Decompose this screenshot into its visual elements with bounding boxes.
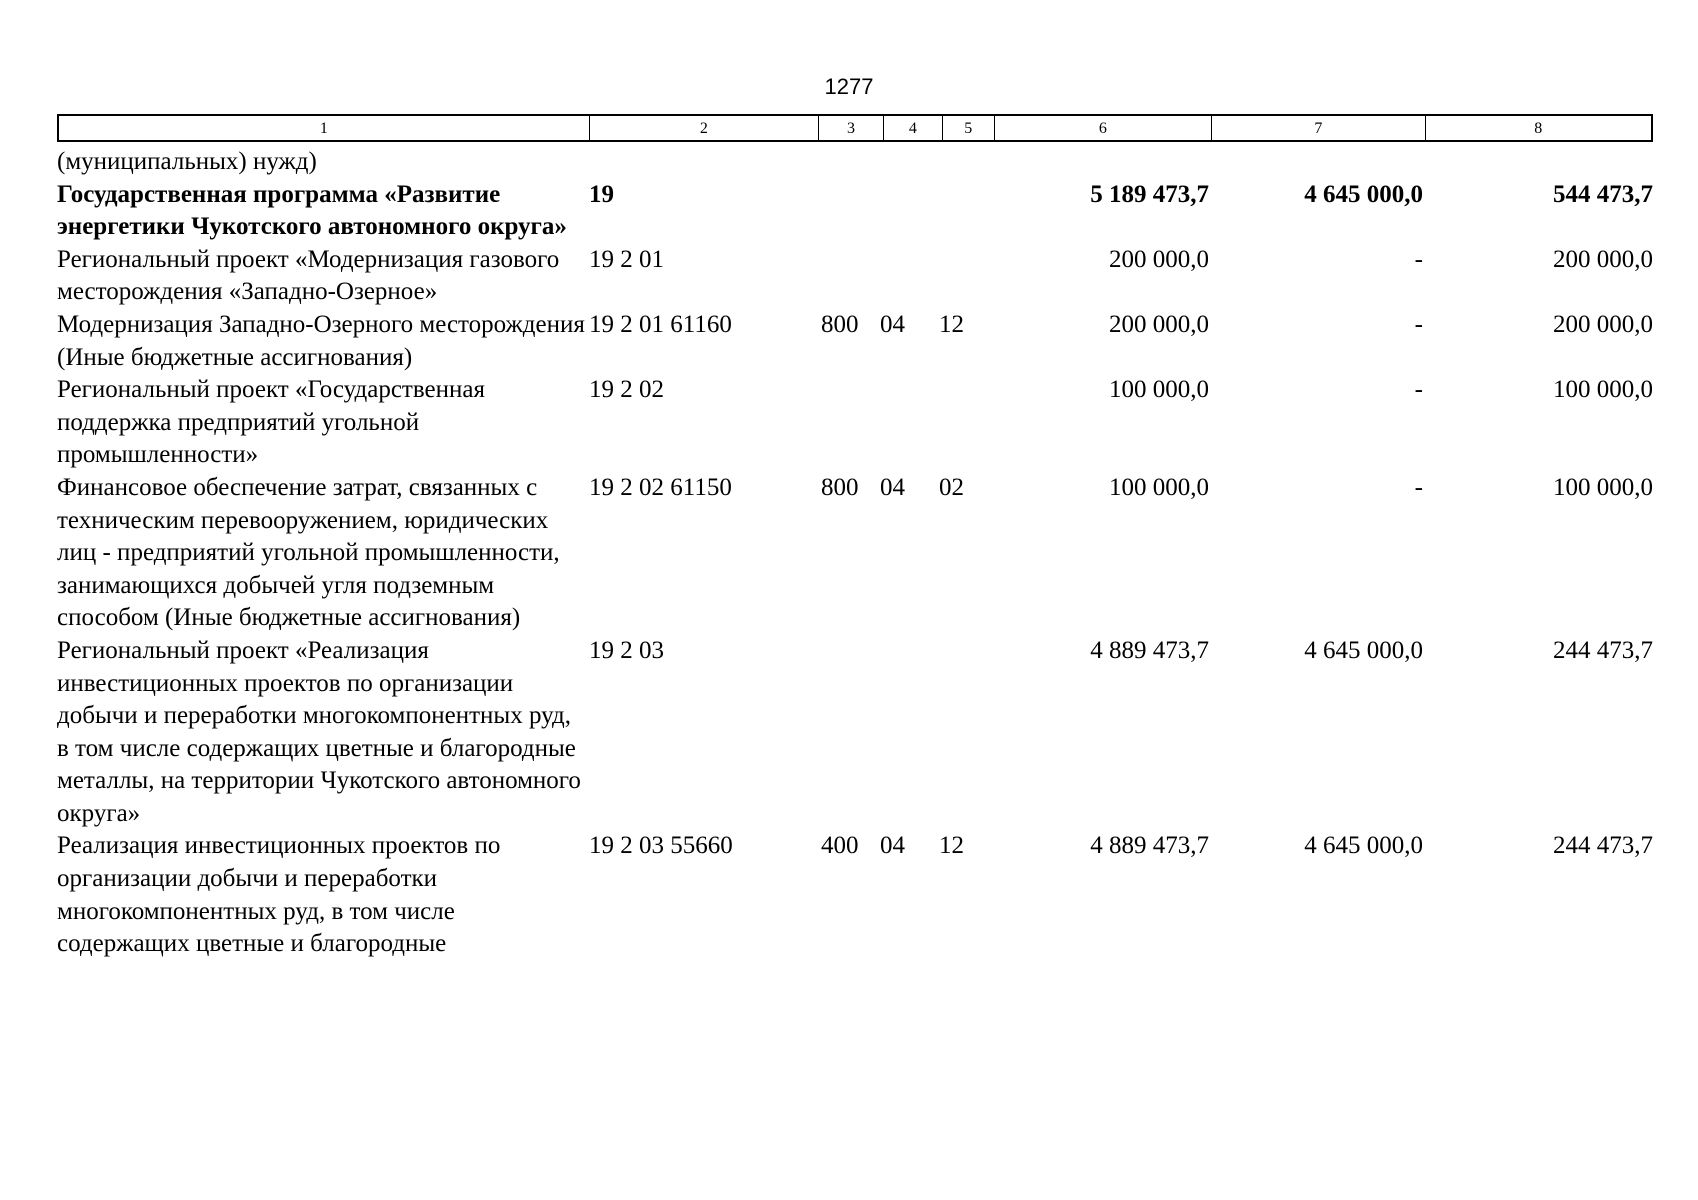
table-header-row [57,114,1653,142]
row-col-3 [819,374,878,472]
row-col-4 [878,146,937,179]
row-col-6: 100 000,0 [1109,473,1209,501]
row-name: Региональный проект «Реализация инвестиционных проектов по организации добычи и переработки многокомпонентных руд, в том числе содержащих цветные и благородные металлы, на территории Чукотского автономного округа» [57,636,581,827]
row-col-6 [991,146,1209,179]
row-col-3: 800 [821,473,859,501]
row-code: 19 2 02 61150 [589,473,732,501]
row-col-8: 200 000,0 [1553,245,1653,273]
row-col-8: 200 000,0 [1553,310,1653,338]
row-code [589,146,819,179]
row-col-4: 04 [880,473,905,501]
header-col-2: 2 [590,116,819,140]
row-col-4 [878,635,937,831]
row-col-5 [937,635,991,831]
row-col-7: - [1414,473,1423,501]
budget-table-body [57,146,1653,961]
row-col-8: 244 473,7 [1553,636,1653,664]
row-col-5 [937,374,991,472]
row-name: Финансовое обеспечение затрат, связанных с техническим перевооружением, юридических лиц - предприятий угольной промышленности, занимающихся добычей угля подземным способом (Иные бюджетные ассигнования) [57,473,560,632]
table-row [57,309,1653,374]
table-row [57,244,1653,309]
row-col-8: 244 473,7 [1553,832,1653,860]
row-col-5: 02 [939,473,964,501]
row-name: Региональный проект «Модернизация газового месторождения «Западно-Озерное» [57,245,560,306]
row-col-8: 100 000,0 [1553,376,1653,404]
table-row [57,472,1653,635]
row-col-5 [937,146,991,179]
row-col-8 [1423,146,1653,179]
row-name: (муниципальных) нужд) [57,148,317,175]
row-col-8: 544 473,7 [1553,180,1653,208]
header-col-1: 1 [59,116,590,140]
row-name: Модернизация Западно-Озерного месторождения (Иные бюджетные ассигнования) [57,310,585,371]
row-col-4 [878,179,937,244]
row-col-6: 4 889 473,7 [1090,636,1209,664]
table-row [57,830,1653,960]
row-col-5: 12 [939,310,964,338]
row-col-5: 12 [939,832,964,860]
row-col-5 [937,244,991,309]
row-code: 19 2 02 [589,376,664,404]
row-col-3 [819,146,878,179]
row-col-3 [819,179,878,244]
row-col-7: - [1414,310,1423,338]
row-col-3 [819,244,878,309]
row-col-3: 400 [821,832,859,860]
header-col-7: 7 [1212,116,1425,140]
table-row [57,146,1653,179]
row-code: 19 2 03 55660 [589,832,733,860]
row-code: 19 [589,180,614,208]
row-col-4: 04 [880,832,905,860]
row-col-4 [878,374,937,472]
row-name: Государственная программа «Развитие энергетики Чукотского автономного округа» [57,180,567,241]
table-row [57,374,1653,472]
row-col-6: 5 189 473,7 [1090,180,1209,208]
header-col-5: 5 [943,116,995,140]
row-col-4 [878,244,937,309]
table-row [57,179,1653,244]
header-col-3: 3 [819,116,884,140]
header-col-8: 8 [1534,120,1543,137]
row-code: 19 2 01 61160 [589,310,732,338]
row-col-7: 4 645 000,0 [1304,180,1423,208]
row-col-3: 800 [821,310,859,338]
row-col-8: 100 000,0 [1553,473,1653,501]
header-col-4: 4 [884,116,943,140]
row-col-6: 100 000,0 [1109,376,1209,404]
row-col-3 [819,635,878,831]
row-col-7: 4 645 000,0 [1304,636,1423,664]
row-col-6: 4 889 473,7 [1090,832,1209,860]
row-name: Реализация инвестиционных проектов по организации добычи и переработки многокомпонентных руд, в том числе содержащих цветные и благородные [57,832,501,958]
row-col-5 [937,179,991,244]
row-col-7 [1209,146,1423,179]
row-col-7: - [1414,376,1423,404]
row-col-7: - [1414,245,1423,273]
table-row [57,635,1653,831]
header-col-6: 6 [995,116,1212,140]
row-col-6: 200 000,0 [1109,310,1209,338]
row-code: 19 2 03 [589,636,664,664]
row-col-7: 4 645 000,0 [1304,832,1423,860]
row-code: 19 2 01 [589,245,664,273]
page-number: 1277 [824,74,874,99]
row-col-6: 200 000,0 [1109,245,1209,273]
row-name: Региональный проект «Государственная поддержка предприятий угольной промышленности» [57,376,485,469]
row-col-4: 04 [880,310,905,338]
